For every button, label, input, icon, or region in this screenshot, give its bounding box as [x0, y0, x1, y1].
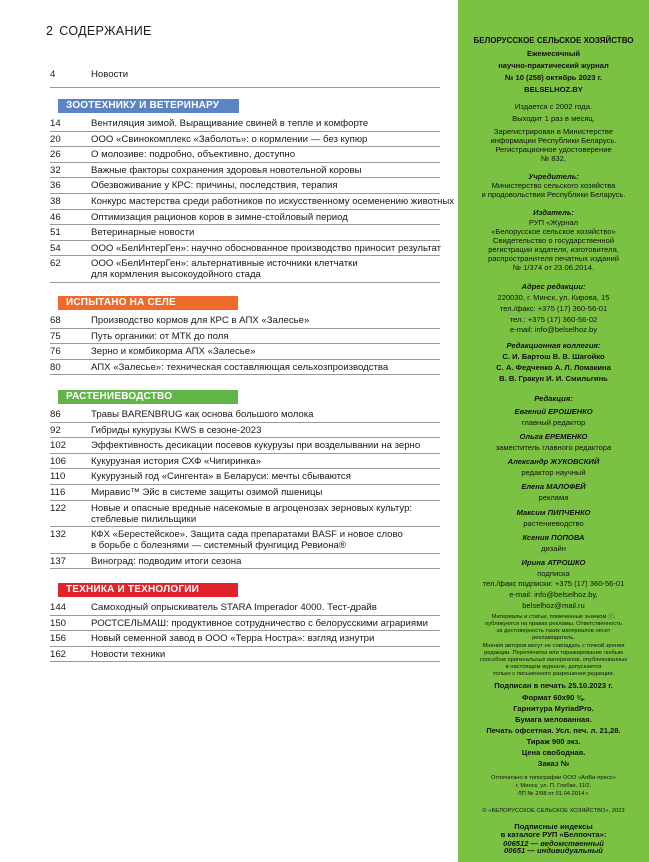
toc-page-num: 122 [50, 502, 67, 514]
imprint-idx1: Подписные индексы [514, 822, 593, 832]
divider [50, 422, 440, 423]
divider [50, 661, 440, 662]
imprint-type1: Ежемесячный [526, 49, 580, 58]
imprint-staff-label: Редакция: [534, 394, 573, 403]
imprint-s6n: Ксения ПОПОВА [522, 533, 585, 542]
imprint-note1: Материалы и статьи, помеченные значком ⓡ, [491, 614, 616, 620]
toc-page-num: 150 [50, 617, 67, 629]
imprint-board2: С. А. Федченко А. Л. Ломакина [496, 363, 611, 372]
toc-page-num: 76 [50, 346, 61, 358]
toc-page-num: 62 [50, 258, 61, 270]
section-header: РАСТЕНИЕВОДСТВО [58, 390, 238, 404]
imprint-reg3: Регистрационное удостоверение [495, 145, 612, 154]
divider [50, 453, 440, 454]
divider [50, 177, 440, 178]
imprint-reg1: Зарегистрирован в Министерстве [493, 127, 614, 136]
toc-entry-title: Кукурузная история СХФ «Чигиринка» [91, 455, 262, 467]
toc-entry-title: Новости техники [91, 648, 166, 660]
imprint-pub4: регистрации издателя, изготовителя, [488, 245, 619, 254]
imprint-reg4: № 832. [540, 154, 567, 163]
imprint-board-label: Редакционная коллегия: [506, 341, 601, 350]
divider [50, 437, 440, 438]
imprint-note5: Мнения авторов могут не совпадать с точкой зрения [482, 643, 625, 649]
toc-page-num: 20 [50, 133, 61, 145]
toc-page-num: 4 [50, 69, 56, 80]
toc-page-num: 110 [50, 471, 66, 483]
toc-entry-title: Оптимизация рационов коров в зимне-стойловый период [91, 211, 348, 223]
toc-entry-title: Конкурс мастерства среди работников по искусственному осеменению животных [91, 196, 455, 207]
toc-page-num: 162 [50, 648, 67, 660]
imprint-pub2: «Белорусское сельское хозяйство» [491, 227, 616, 236]
imprint-sub2: e-mail: info@belselhoz.by, [509, 590, 598, 599]
imprint-type2: научно-практический журнал [498, 61, 609, 70]
section-header: ЗООТЕХНИКУ И ВЕТЕРИНАРУ [58, 99, 239, 113]
toc-entry-title: Важные факторы сохранения здоровья новотельной коровы [91, 164, 362, 176]
imprint-address-label: Адрес редакции: [521, 282, 586, 291]
imprint-print4: Бумага мелованная. [515, 715, 592, 724]
toc-entry-title: АПХ «Залесье»: техническая составляющая сельхозпроизводства [91, 361, 389, 373]
imprint-since: Издается с 2002 года. [514, 102, 593, 111]
imprint-idx2: в каталоге РУП «Белпочта»: [500, 829, 607, 839]
imprint-addr1: 220030, г. Минск, ул. Кирова, 15 [497, 293, 610, 302]
toc-page-num: 102 [50, 440, 67, 452]
toc-entry-title: Новые и опасные вредные насекомые в агроценозах зерновых культур: [91, 502, 413, 514]
imprint-s6r: дизайн [541, 544, 566, 553]
divider [50, 500, 440, 501]
toc-entry-title: Кукурузный год «Сингента» в Беларуси: мечты сбываются [91, 471, 351, 483]
imprint-typo3: ЛП № 2/98 от 01.04.2014 г. [517, 791, 590, 797]
imprint-s5r: растениеводство [523, 519, 584, 528]
divider [50, 343, 440, 344]
imprint-board1: С. И. Бартош В. В. Шагойко [502, 352, 605, 361]
imprint-publisher-label: Издатель: [533, 208, 574, 217]
toc-page-num: 80 [50, 361, 61, 373]
imprint-s4r: реклама [538, 493, 569, 502]
toc-entry-title: Зерно и комбикорма АПХ «Залесье» [91, 346, 256, 358]
imprint-pub6: № 1/374 от 23.06.2014. [512, 263, 595, 272]
imprint-note2: публикуются на правах рекламы. Ответственность [485, 621, 622, 627]
divider [50, 255, 440, 256]
divider [50, 568, 440, 569]
toc-entry-title-cont: стеблевые пилильщики [91, 513, 197, 525]
imprint-s1r: главный редактор [521, 418, 586, 427]
imprint-copy: © «БЕЛОРУССКОЕ СЕЛЬСКОЕ ХОЗЯЙСТВО», 2023 [482, 808, 625, 815]
toc-entry-title: Виноград: подводим итоги сезона [91, 555, 242, 567]
imprint-sub3: belselhoz@mail.ru [522, 601, 585, 610]
page-number: 2 [46, 24, 54, 38]
toc-page-num: 46 [50, 211, 61, 223]
toc-page-num: 106 [50, 455, 67, 467]
imprint-print7: Цена свободная. [521, 748, 586, 757]
imprint-s3r: редактор научный [521, 468, 586, 477]
toc-entry-title: КФХ «Берестейское». Защита сада препаратами BASF и новое слово [91, 529, 403, 541]
divider [50, 526, 440, 527]
imprint-typo1: Отпечатано в типографии ООО «АлВи-пресс» [491, 775, 616, 781]
toc-page-num: 68 [50, 315, 61, 326]
toc-entry-title: РОСТСЕЛЬМАШ: продуктивное сотрудничество с белорусскими аграриями [91, 617, 429, 629]
divider [50, 630, 440, 631]
imprint-addr2: тел./факс: +375 (17) 360-56-01 [499, 304, 608, 313]
toc-page-num: 36 [50, 180, 61, 192]
toc-entry-title-cont: в борьбе с болезнями — системный фунгицид Ревиона® [91, 540, 346, 552]
imprint-addr3: тел.: +375 (17) 360-56-02 [509, 315, 598, 324]
section-header: ИСПЫТАНО НА СЕЛЕ [58, 296, 238, 310]
toc-page-num: 137 [50, 555, 67, 567]
imprint-idx4: 00651 — индивидуальный [504, 846, 603, 856]
divider [50, 162, 440, 163]
toc-page-num: 51 [50, 227, 61, 239]
toc-entry-title: Самоходный опрыскиватель STARA Imperador 4000. Тест-драйв [91, 602, 377, 613]
imprint-print6: Тираж 900 экз. [526, 737, 581, 746]
divider [50, 328, 440, 329]
divider [50, 209, 440, 210]
imprint-addr4: e-mail: info@belselhoz.by [509, 325, 598, 334]
imprint-s3n: Александр ЖУКОВСКИЙ [507, 457, 600, 466]
imprint-note9: только с письменного разрешения редакции. [492, 671, 615, 677]
imprint-print2: Формат 60х90 ⅛. [522, 693, 585, 702]
toc-entry-title: Миравис™ Эйс в системе защиты озимой пшеницы [91, 487, 323, 498]
toc-page-num: 116 [50, 487, 66, 498]
imprint-print3: Гарнитура MyriadPro. [513, 704, 594, 713]
toc-entry-title: Путь органики: от МТК до поля [91, 330, 229, 342]
toc-page-num: 14 [50, 118, 61, 129]
imprint-print1: Подписан в печать 25.10.2023 г. [494, 681, 613, 690]
toc-page-num: 156 [50, 633, 67, 645]
toc-entry-title: О молозиве: подробно, объективно, доступно [91, 149, 296, 161]
toc-entry-title: Вентиляция зимой. Выращивание свиней в тепле и комфорте [91, 118, 369, 129]
toc-page-num: 26 [50, 149, 61, 161]
imprint-founder2: и продовольствия Республики Беларусь. [481, 190, 626, 199]
toc-entry-title: Гибриды кукурузы KWS в сезоне-2023 [91, 424, 262, 436]
imprint-freq: Выходит 1 раз в месяц. [512, 114, 595, 123]
toc-page-num: 75 [50, 330, 61, 342]
imprint-board3: В. В. Гракун И. И. Смильгинь [499, 374, 608, 383]
toc-entry-title: Эффективность десикации посевов кукурузы при возделывании на зерно [91, 440, 421, 452]
toc-entry-title: ООО «БелИнтерГен»: альтернативные источники клетчатки [91, 258, 358, 270]
page-number-title [46, 24, 152, 38]
imprint-sub1: тел./факс подписки: +375 (17) 360-56-01 [482, 579, 625, 588]
imprint-s7r: подписка [537, 569, 570, 578]
imprint-s5n: Максим ПИПЧЕНКО [516, 508, 591, 517]
imprint-s7n: Ирина АТРОШКО [521, 558, 586, 567]
divider [50, 224, 440, 225]
divider [50, 615, 440, 616]
imprint-pub1: РУП «Журнал [528, 218, 579, 227]
section-header: ТЕХНИКА И ТЕХНОЛОГИИ [58, 583, 238, 597]
imprint-s4n: Елена МАЛОФЕЙ [521, 482, 586, 491]
divider [50, 374, 440, 375]
toc-entry-title: Травы BARENBRUG как основа большого молока [91, 409, 314, 420]
imprint-founder-label: Учредитель: [528, 172, 579, 181]
toc-entry-title: Новый семенной завод в ООО «Терра Нострa»: взгляд изнутри [91, 633, 375, 645]
toc-page-num: 132 [50, 529, 67, 541]
imprint-note8: в настоящем журнале, допускается [505, 664, 602, 670]
toc-entry-title-cont: для кормления высокоудойного стада [91, 269, 261, 281]
imprint-print8: Заказ № [537, 759, 570, 768]
imprint-reg2: информации Республики Беларусь. [490, 136, 617, 145]
toc-entry-title: ООО «БелИнтерГен»: научно обоснованное производство приносит результат [91, 242, 442, 254]
imprint-idx3: 006512 — ведомственный [503, 838, 604, 848]
divider [50, 646, 440, 647]
imprint-founder1: Министерство сельского хозяйства [491, 181, 616, 190]
imprint-pub5: распространителя печатных изданий [488, 254, 619, 263]
toc-page-num: 144 [50, 602, 67, 613]
divider [50, 484, 440, 485]
toc-page-num: 92 [50, 424, 61, 436]
divider [50, 282, 440, 283]
imprint-note4: рекламодатель. [532, 635, 575, 641]
imprint-print5: Печать офсетная. Усл. печ. л. 21,28. [486, 726, 621, 735]
imprint-note7: способом оригинальных материалов, опубликованных [479, 657, 628, 663]
divider [50, 240, 440, 241]
imprint-issue: № 10 (258) октябрь 2023 г. [504, 73, 603, 82]
divider [50, 146, 440, 147]
toc-page-num: 32 [50, 164, 61, 176]
divider [50, 553, 440, 554]
page-title: СОДЕРЖАНИЕ [59, 24, 152, 38]
imprint-note6: редакции. Перепечатка или тиражирование любым [484, 650, 623, 656]
imprint-typo2: г. Минск, ул. П. Глебки, 11/2. [515, 783, 592, 789]
imprint-site: BELSELHOZ.BY [524, 85, 583, 94]
toc-entry-title: Новости [91, 69, 129, 80]
divider [50, 359, 440, 360]
divider [50, 468, 440, 469]
toc-entry-title: Обезвоживание у КРС: причины, последствия, терапия [91, 180, 338, 192]
divider [50, 193, 440, 194]
imprint-pub3: Свидетельство о государственной [492, 236, 615, 245]
toc-page-num: 54 [50, 242, 61, 254]
toc-page-num: 86 [50, 409, 61, 420]
divider [50, 131, 440, 132]
imprint-note3: за достоверность таких материалов несет [496, 628, 611, 634]
toc-entry-title: ООО «Свинокомплекс «Заболоть»: о кормлении — без купюр [91, 133, 368, 145]
imprint-s2n: Ольга ЕРЕМЕНКО [519, 432, 588, 441]
divider [50, 87, 440, 88]
imprint-journal: БЕЛОРУССКОЕ СЕЛЬСКОЕ ХОЗЯЙСТВО [473, 36, 634, 45]
toc-page-num: 38 [50, 196, 61, 207]
toc-entry-title: Ветеринарные новости [91, 227, 195, 239]
imprint-s2r: заместитель главного редактора [495, 443, 612, 452]
imprint-s1n: Евгений ЕРОШЕНКО [514, 407, 593, 416]
toc-entry-title: Производство кормов для КРС в АПХ «Залесье» [91, 315, 310, 326]
